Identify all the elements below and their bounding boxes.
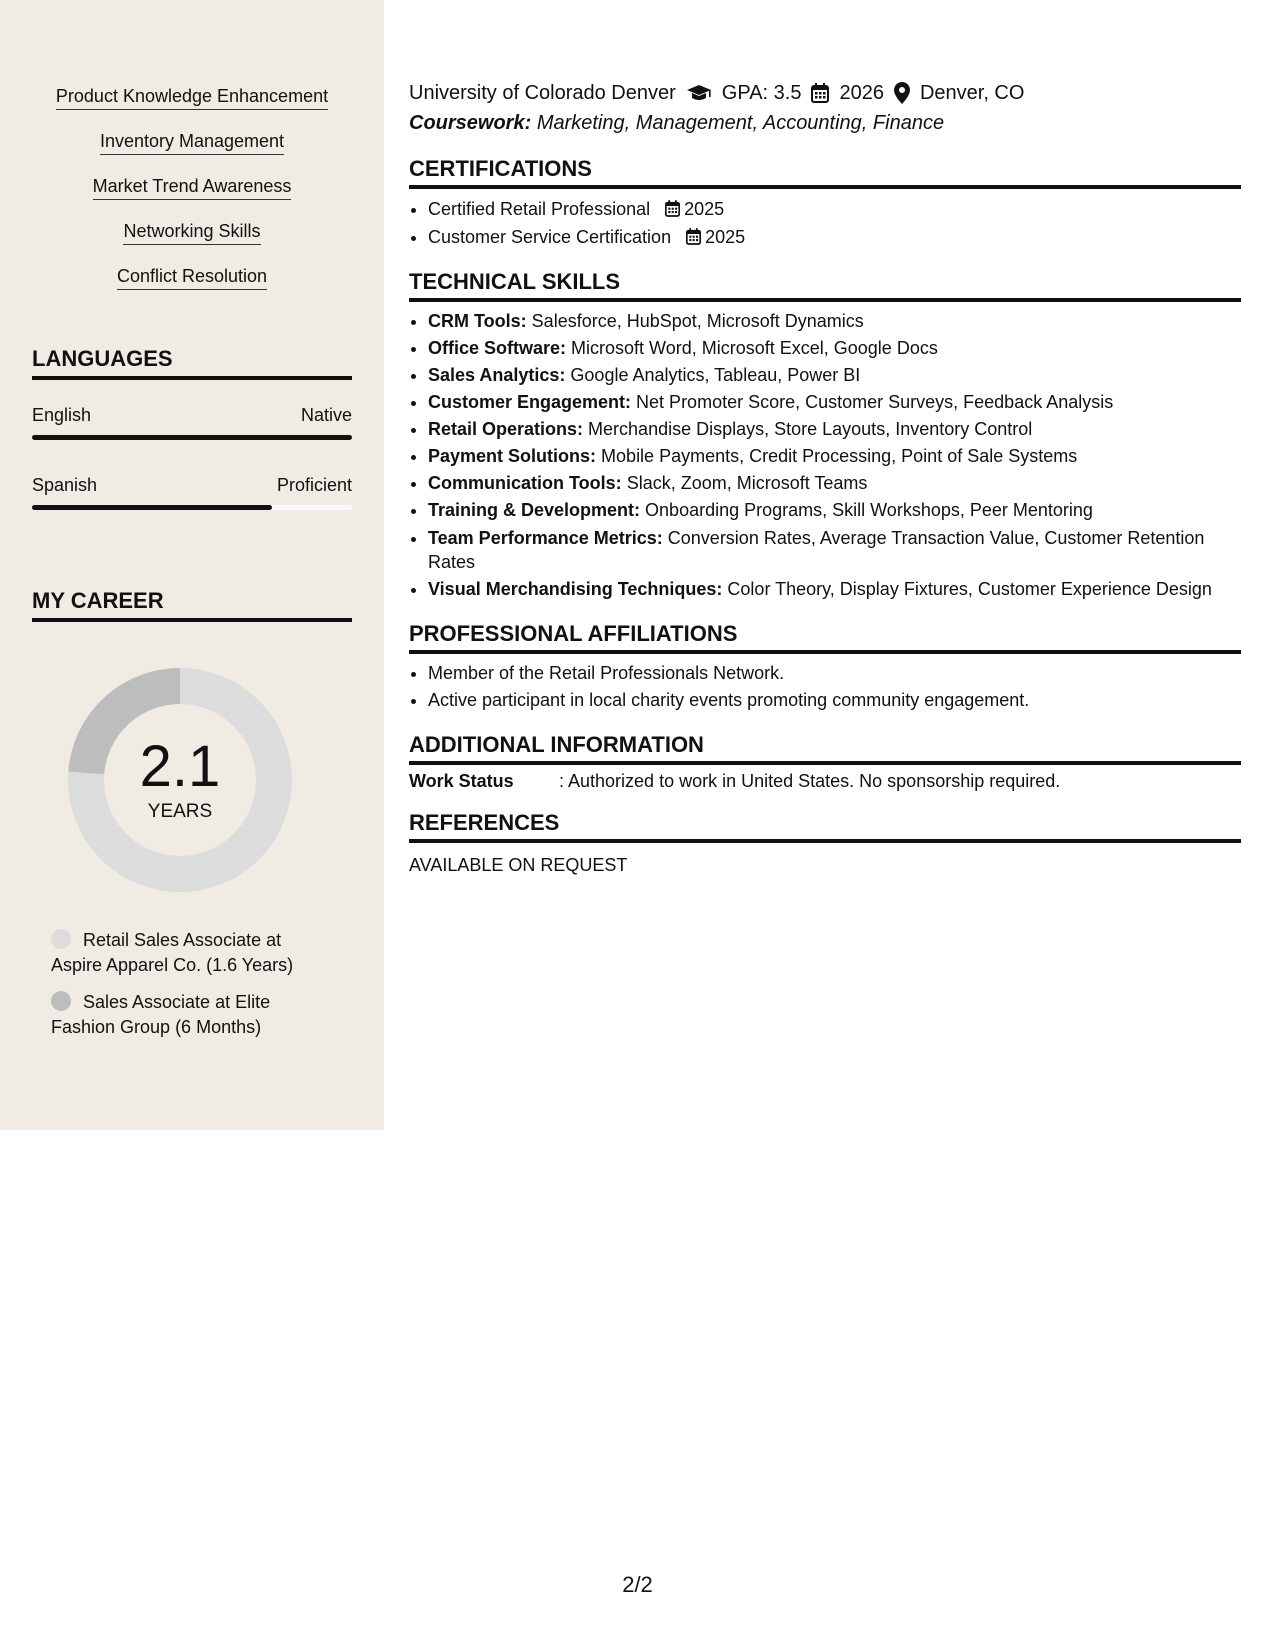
graduation-year: 2026 (839, 81, 884, 104)
career-legend-item (51, 928, 321, 978)
language-row (32, 405, 352, 426)
school-name: University of Colorado Denver (409, 81, 676, 104)
list-item (428, 389, 1241, 416)
calendar-icon (665, 200, 680, 217)
graduation-cap-icon (686, 83, 712, 103)
list-item (428, 335, 1241, 362)
additional-info-heading: ADDITIONAL INFORMATION (409, 732, 1241, 765)
language-name: English (32, 405, 92, 425)
language-bar-fill (32, 505, 272, 510)
skill-values: Google Analytics, Tableau, Power BI (570, 365, 861, 385)
language-row (32, 475, 352, 496)
technical-skills-list (409, 308, 1241, 603)
technical-skills-heading: TECHNICAL SKILLS (409, 269, 1241, 302)
certification-name: Certified Retail Professional (428, 199, 651, 219)
skill-category: Team Performance Metrics: (428, 528, 663, 548)
list-item: • Active participant in local charity events promoting community engagement. (428, 687, 1241, 714)
certifications-list (409, 195, 1241, 251)
skill-values: Onboarding Programs, Skill Workshops, Peer Mentoring (645, 500, 1093, 520)
skill-category: Sales Analytics: (428, 365, 566, 385)
legend-dot (51, 929, 71, 949)
career-total-years: 2.1 (139, 734, 221, 799)
career-heading: MY CAREER (32, 588, 352, 622)
coursework-value: Marketing, Management, Accounting, Finance (536, 112, 945, 134)
skill-values: Slack, Zoom, Microsoft Teams (626, 473, 868, 493)
skill-category: CRM Tools: (428, 311, 527, 331)
education-location: Denver, CO (919, 81, 1025, 104)
skill-item: Product Knowledge Enhancement (56, 86, 328, 110)
languages-heading: LANGUAGES (32, 346, 352, 380)
career-total-unit: YEARS (147, 801, 213, 822)
education-line (409, 78, 1241, 108)
skill-values: Salesforce, HubSpot, Microsoft Dynamics (531, 311, 864, 331)
skill-category: Payment Solutions: (428, 446, 597, 466)
legend-dot (51, 991, 71, 1011)
location-pin-icon (894, 82, 910, 104)
skill-category: Customer Engagement: (428, 392, 632, 412)
skill-item: Inventory Management (100, 131, 284, 155)
certification-name: Customer Service Certification (428, 227, 672, 247)
work-status-row (409, 771, 1241, 792)
list-item (428, 195, 1241, 223)
language-bar (32, 505, 352, 510)
skill-item: Networking Skills (123, 221, 260, 245)
list-item (428, 223, 1241, 251)
list-item (428, 362, 1241, 389)
career-legend-label: Retail Sales Associate at Aspire Apparel Co. (1.6 Years) (51, 930, 294, 975)
career-legend-item (51, 990, 321, 1040)
language-bar-fill (32, 435, 352, 440)
gpa: GPA: 3.5 (721, 81, 802, 104)
skill-item: Market Trend Awareness (93, 176, 292, 200)
work-status-value: : Authorized to work in United States. No sponsorship required. (559, 771, 1061, 791)
skill-item: Conflict Resolution (117, 266, 267, 290)
coursework (409, 108, 1241, 138)
skill-category: Office Software: (428, 338, 567, 358)
sidebar (0, 0, 384, 1130)
language-level: Proficient (276, 475, 352, 495)
main-content (409, 78, 1241, 876)
skill-values: Mobile Payments, Credit Processing, Point of Sale Systems (601, 446, 1078, 466)
language-name: Spanish (32, 475, 98, 495)
certifications-heading: CERTIFICATIONS (409, 156, 1241, 189)
page-number: 2/2 (622, 1572, 653, 1597)
certification-date: 2025 (684, 199, 725, 219)
affiliations-list (409, 660, 1241, 714)
language-level: Native (300, 405, 352, 425)
list-item (428, 470, 1241, 497)
calendar-icon (811, 83, 829, 103)
skill-category: Communication Tools: (428, 473, 622, 493)
skill-values: Conversion Rates, Average Transaction Value, Customer Retention Rates (428, 528, 1205, 572)
list-item: • Member of the Retail Professionals Network. (428, 660, 1241, 687)
list-item (428, 576, 1241, 603)
certification-date: 2025 (705, 227, 746, 247)
skill-values: Color Theory, Display Fixtures, Customer Experience Design (727, 579, 1212, 599)
references-text: AVAILABLE ON REQUEST (409, 855, 628, 875)
skill-values: Merchandise Displays, Store Layouts, Inventory Control (588, 419, 1033, 439)
skill-values: Microsoft Word, Microsoft Excel, Google Docs (571, 338, 938, 358)
list-item (428, 443, 1241, 470)
skill-category: Training & Development: (428, 500, 641, 520)
work-status-label: Work Status (409, 771, 514, 791)
skill-values: Net Promoter Score, Customer Surveys, Feedback Analysis (636, 392, 1114, 412)
language-bar (32, 435, 352, 440)
skill-category: Visual Merchandising Techniques: (428, 579, 723, 599)
list-item (428, 308, 1241, 335)
affiliations-heading: PROFESSIONAL AFFILIATIONS (409, 621, 1241, 654)
references-heading: REFERENCES (409, 810, 1241, 843)
list-item (428, 497, 1241, 524)
list-item (428, 416, 1241, 443)
career-legend-label: Sales Associate at Elite Fashion Group (6 Months) (51, 992, 271, 1037)
skill-category: Retail Operations: (428, 419, 584, 439)
skills-list (0, 86, 384, 311)
list-item (428, 524, 1241, 576)
coursework-label: Coursework: (409, 112, 532, 134)
calendar-icon (686, 228, 701, 245)
